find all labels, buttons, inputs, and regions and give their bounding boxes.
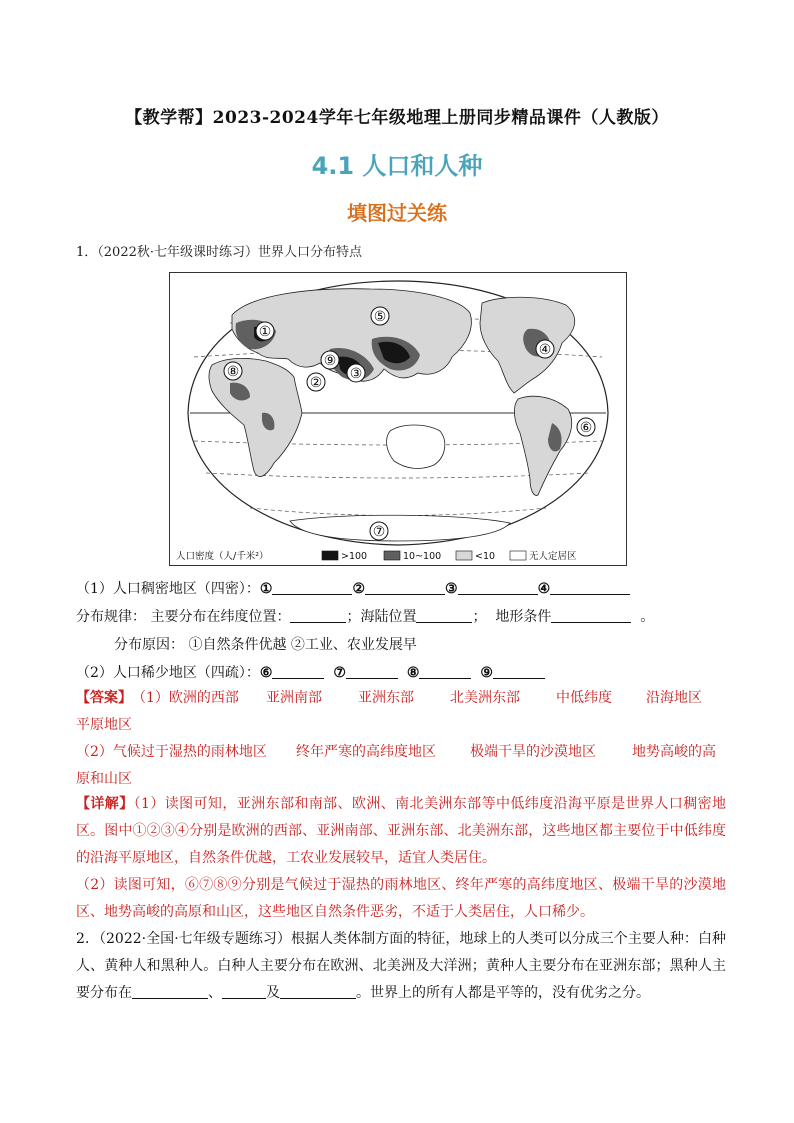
answer-item: 终年严寒的高纬度地区 — [296, 744, 436, 760]
answer-blank[interactable] — [272, 579, 352, 595]
map-label-3: ③ — [349, 366, 363, 382]
question-2-sep: 、 — [208, 985, 222, 1001]
detail-text-1: （1）读图可知，亚洲东部和南部、欧洲、南北美洲东部等中低纬度沿海平原是世界人口稠密地区。图中①②③④分别是欧洲的西部、亚洲南部、亚洲东部、北美洲东部，这些地区都主要位于中低纬度的沿海平原地区，自然条件优越，工农业发展较早，适宜人类居住。 — [76, 796, 726, 866]
dense-marker-3: ③ — [445, 581, 458, 597]
sparse-regions-row — [76, 662, 545, 682]
map-label-6: ⑥ — [579, 420, 593, 436]
answer-blank[interactable] — [280, 983, 356, 999]
detail-tag: 【详解】 — [76, 796, 134, 812]
reason-1: ①自然条件优越 — [188, 637, 287, 653]
reason-label: 分布原因： — [114, 637, 184, 653]
question-number: 1． — [76, 245, 98, 260]
sparse-marker-9: ⑨ — [480, 665, 493, 681]
answer-item: （1）欧洲的西部 — [132, 690, 239, 706]
answer-item: 平原地区 — [76, 717, 132, 733]
map-label-5: ⑤ — [373, 309, 387, 325]
answer-item: （2）气候过于湿热的雨林地区 — [76, 744, 267, 760]
detail-paragraph-2 — [76, 872, 726, 926]
dense-marker-4: ④ — [537, 581, 551, 597]
legend-high: >100 — [341, 551, 368, 562]
lesson-title: 4.1 人口和人种 — [311, 152, 483, 180]
answer-blank[interactable] — [272, 663, 324, 679]
antarctica-shape — [290, 515, 510, 541]
answer-item: 地势高峻的高 — [632, 744, 716, 760]
rule-terrain-label: 地形条件 — [495, 609, 552, 625]
map-label-7: ⑦ — [372, 524, 386, 540]
answer-blank[interactable] — [550, 579, 630, 595]
reason-2: ②工业、农业发展早 — [290, 637, 417, 653]
answer-blank[interactable] — [458, 579, 538, 595]
answer-item: 原和山区 — [76, 771, 132, 787]
answer-blank[interactable] — [365, 579, 445, 595]
answer-item: 北美洲东部 — [450, 690, 520, 706]
world-population-map — [169, 272, 627, 566]
map-label-9: ⑨ — [323, 353, 337, 369]
document-header-title: 【教学帮】2023-2024学年七年级地理上册同步精品课件（人教版） — [125, 108, 669, 128]
answer-blank[interactable] — [346, 663, 398, 679]
question-1-heading — [76, 241, 362, 260]
question-source: （2022秋·七年级课时练习）世界人口分布特点 — [97, 245, 362, 260]
answer-item: 中低纬度 — [556, 690, 612, 706]
rule-end: 。 — [640, 609, 655, 625]
distribution-rule-row — [76, 606, 654, 626]
section-title: 填图过关练 — [347, 201, 447, 225]
rule-separator: ； — [472, 609, 487, 625]
answer-row-2-cont — [76, 768, 132, 788]
legend-low: <10 — [475, 551, 496, 562]
answer-blank[interactable] — [493, 663, 545, 679]
answer-blank[interactable] — [290, 607, 346, 623]
rule-label: 分布规律： — [76, 609, 146, 625]
distribution-reason-row — [114, 634, 417, 654]
map-label-4: ④ — [538, 342, 552, 358]
rule-sea-land-label: ；海陆位置 — [346, 609, 417, 625]
sparse-marker-7: ⑦ — [333, 665, 346, 681]
question-2-sep: 及 — [266, 985, 280, 1001]
answer-item: 沿海地区 — [646, 690, 702, 706]
answer-item: 亚洲南部 — [266, 690, 322, 706]
detail-paragraph-1 — [76, 791, 726, 872]
dense-regions-row — [76, 578, 630, 598]
answer-blank[interactable] — [222, 983, 266, 999]
answer-row-1-cont — [76, 714, 132, 734]
question-2-text: 2．（2022·全国·七年级专题练习）根据人类体制方面的特征，地球上的人类可以分成三个主要人种：白种人、黄种人和黑种人。白种人主要分布在欧洲、北美洲及大洋洲；黄种人主要分布在亚洲东部；黑种人主要分布在 — [76, 931, 726, 1001]
answer-blank[interactable] — [132, 983, 208, 999]
answer-blank[interactable] — [416, 607, 472, 623]
answer-item: 极端干旱的沙漠地区 — [470, 744, 596, 760]
answer-blank[interactable] — [419, 663, 471, 679]
dense-marker-2: ② — [352, 581, 366, 597]
answer-item: 亚洲东部 — [358, 690, 414, 706]
map-label-8: ⑧ — [226, 364, 240, 380]
australia-shape — [387, 425, 445, 468]
answer-blank[interactable] — [551, 607, 631, 623]
map-label-1: ① — [258, 324, 272, 340]
dense-marker-1: ① — [259, 581, 273, 597]
dense-label: （1）人口稠密地区（四密）： — [76, 581, 260, 597]
sparse-marker-8: ⑧ — [406, 665, 420, 681]
sparse-marker-6: ⑥ — [259, 665, 273, 681]
question-2 — [76, 926, 726, 1007]
legend-title: 人口密度（人/千米²） — [176, 551, 269, 562]
detail-text-2: （2）读图可知，⑥⑦⑧⑨分别是气候过于湿热的雨林地区、终年严寒的高纬度地区、极端干旱的沙漠地区、地势高峻的高原和山区，这些地区自然条件恶劣，不适于人类居住，人口稀少。 — [76, 877, 726, 920]
legend-mid: 10~100 — [403, 551, 442, 562]
legend-none: 无人定居区 — [529, 551, 577, 562]
answer-row-1 — [76, 687, 726, 707]
answer-row-2 — [76, 741, 726, 761]
sparse-label: （2）人口稀少地区（四疏）： — [76, 665, 260, 681]
answer-tag: 【答案】 — [76, 690, 132, 706]
question-2-text-end: 。世界上的所有人都是平等的，没有优劣之分。 — [356, 985, 650, 1001]
map-label-2: ② — [309, 375, 323, 391]
rule-latitude-label: 主要分布在纬度位置： — [150, 609, 291, 625]
